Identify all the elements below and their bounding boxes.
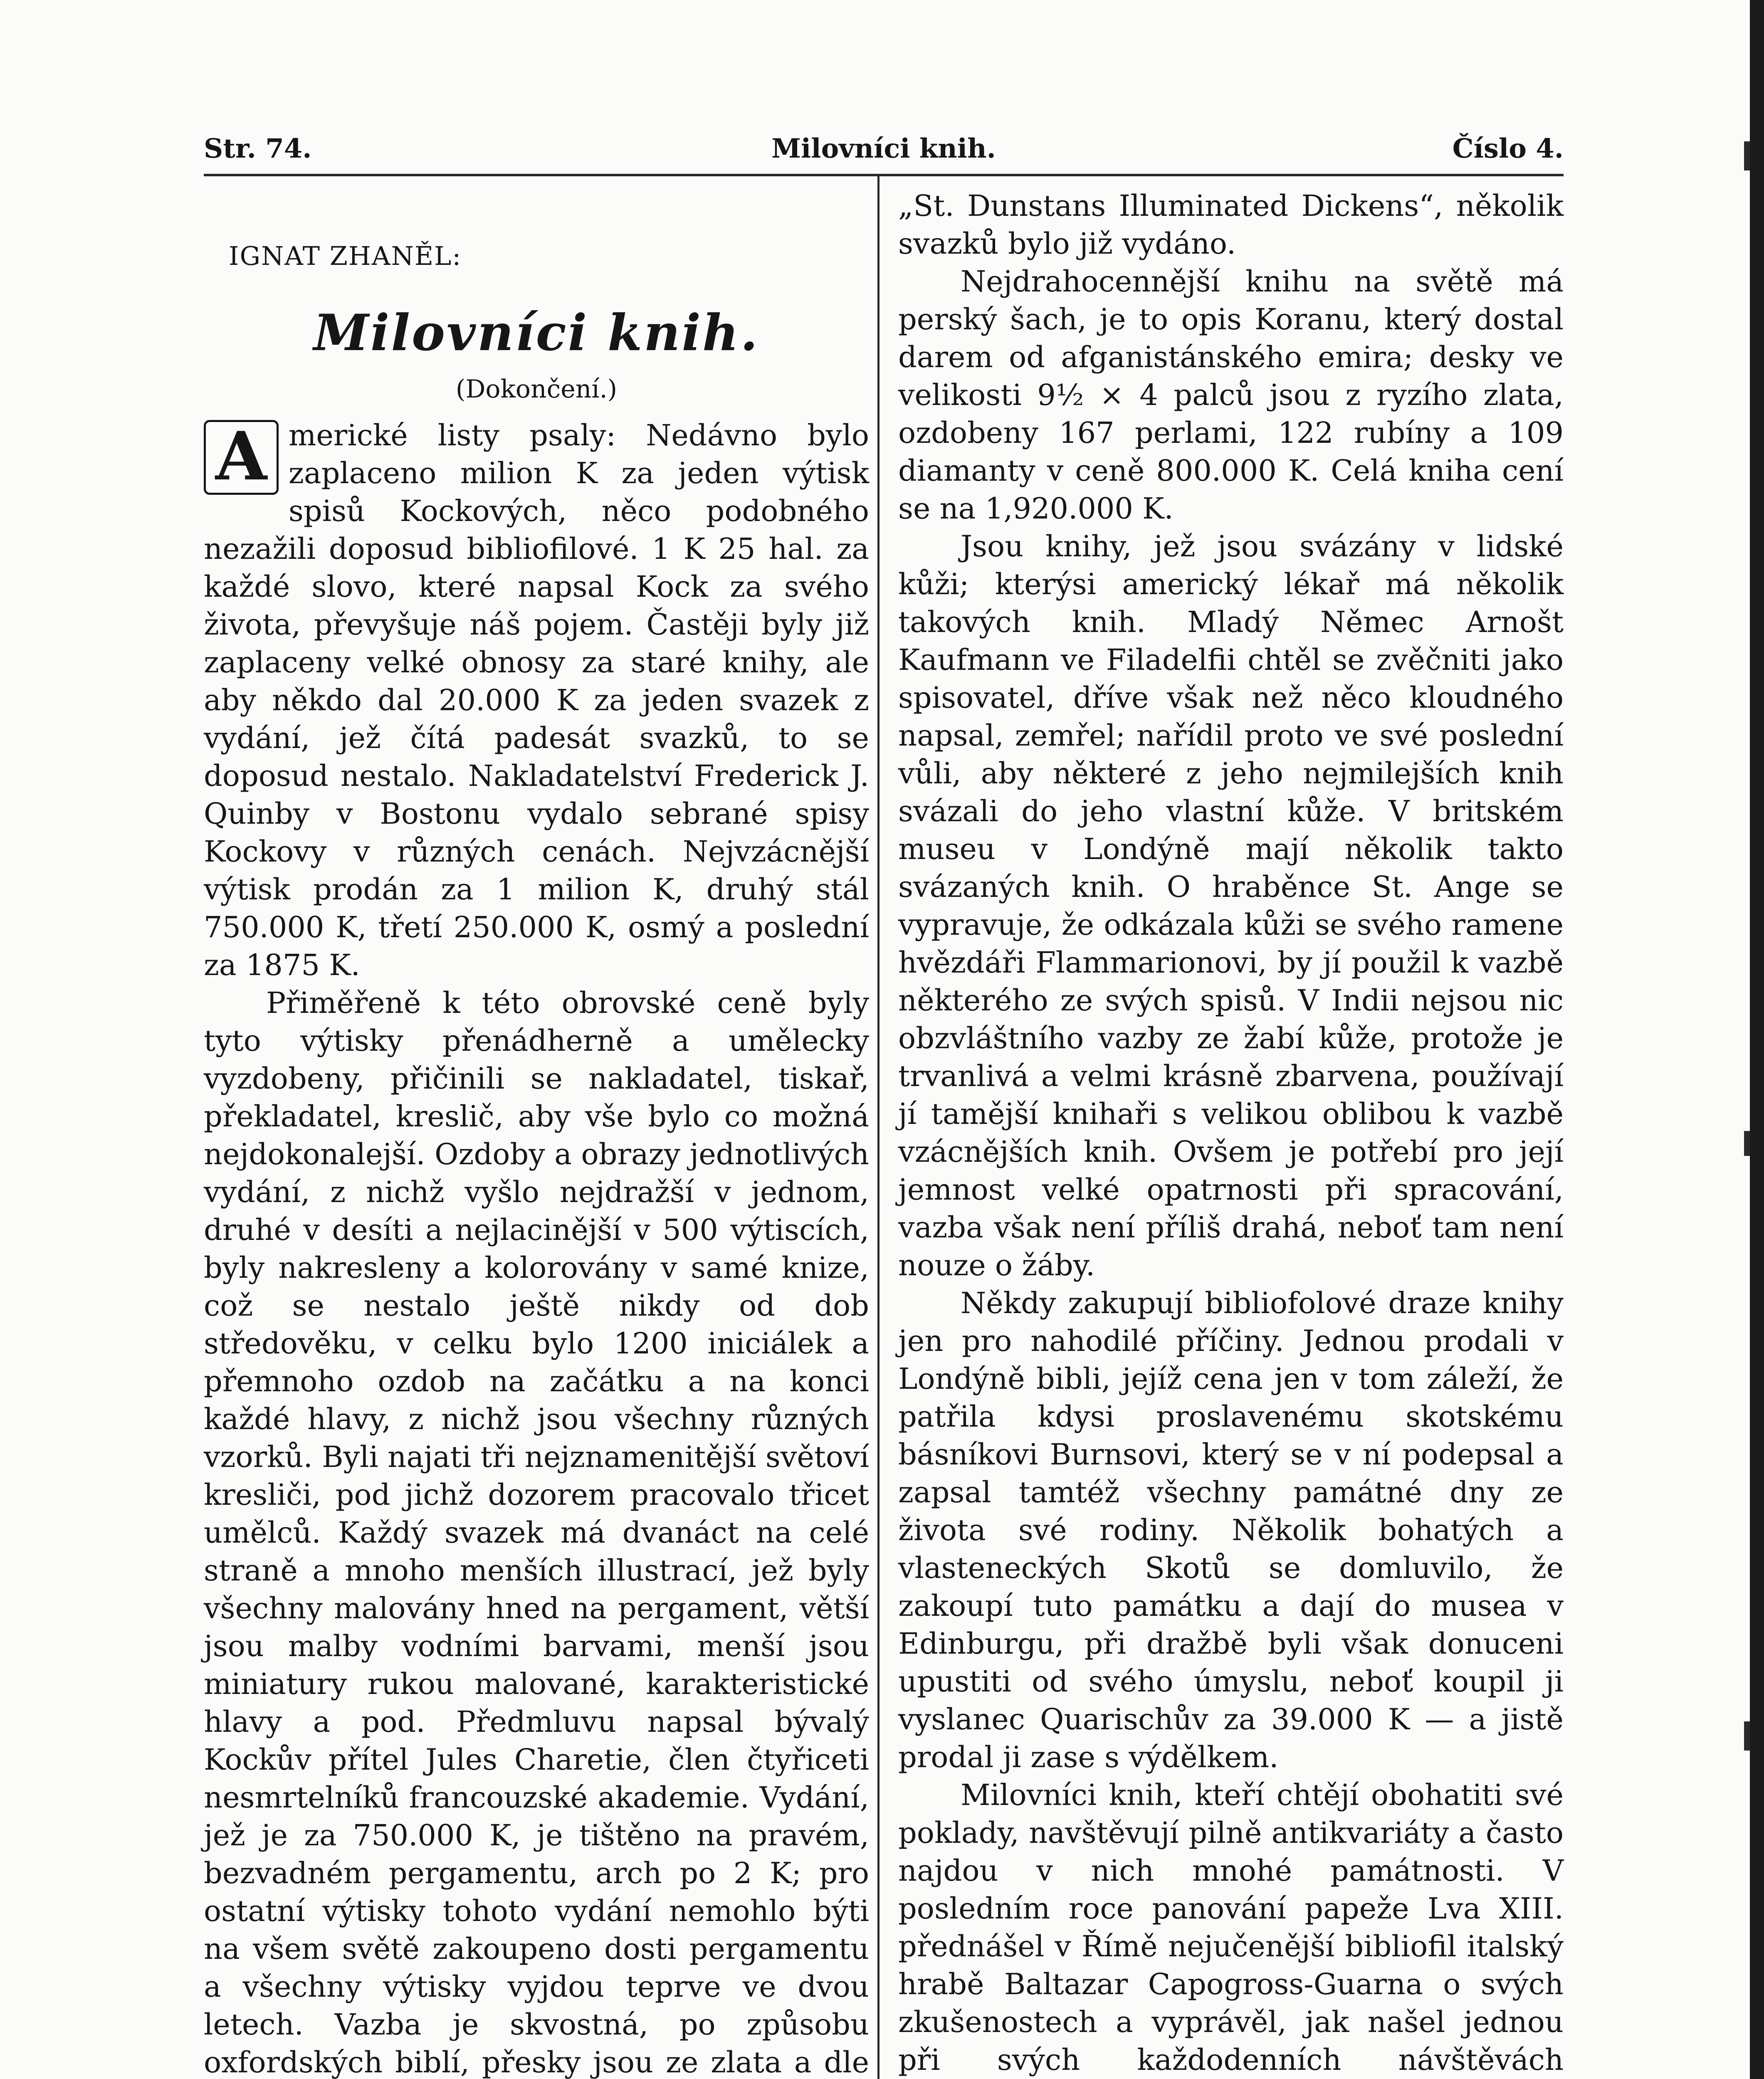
paragraph: Nejdrahocennější knihu na světě má perský šach, je to opis Koranu, který dostal darem od afganistánského emira; desky ve velikosti 9½ × 4 palců jsou z ryzího zlata, ozdobeny 167 perlami, 122 rubíny a 109 diamanty v ceně 800.000 K. Celá kniha cení se na 1,920.000 K.: [898, 264, 1564, 526]
paragraph: Jsou knihy, jež jsou svázány v lidské kůži; kterýsi americký lékař má několik takových knih. Mladý Němec Arnošt Kaufmann ve Filadelfii chtěl se zvěčniti jako spisovatel, dříve však než něco kloudného napsal, zemřel; nařídil proto ve své poslední vůli, aby některé z jeho nejmilejších knih svázali do jeho vlastní kůže. V britském museu v Londýně mají několik takto svázaných knih. O hraběnce St. Ange se vypravuje, že odkázala kůži se svého ramene hvězdáři Flammarionovi, by jí použil k vazbě některého ze svých spisů. V Indii nejsou nic obzvláštního vazby ze žabí kůže, protože je trvanlivá a velmi krásně zbarvena, používají jí tamější knihaři s velikou oblibou k vazbě vzácnějších knih. Ovšem je potřebí pro její jemnost velké opatrnosti při spracování, vazba však není příliš drahá, neboť tam není nouze o žáby.: [898, 529, 1564, 1282]
drop-cap: A: [204, 420, 279, 495]
right-column: [898, 187, 1564, 2079]
scan-edge-mark: [1744, 1131, 1750, 1156]
scan-edge: [1750, 0, 1764, 2079]
paragraph: Přiměřeně k této obrovské ceně byly tyto výtisky přenádherně a umělecky vyzdobeny, přičinili se nakladatel, tiskař, překladatel, kreslič, aby vše bylo co možná nejdokonalejší. Ozdoby a obrazy jednotlivých vydání, z nichž vyšlo nejdražší v jednom, druhé v desíti a nejlacinější v 500 výtiscích, byly nakresleny a kolorovány v samé knize, což se nestalo ještě nikdy od dob středověku, v celku bylo 1200 iniciálek a přemnoho ozdob na začátku a na konci každé hlavy, z nichž jsou všechny různých vzorků. Byli najati tři nejznamenitější světoví kresliči, pod jichž dozorem pracovalo třicet umělců. Každý svazek má dvanáct na celé straně a mnoho menších illustrací, jež byly všechny malovány hned na pergament, větší jsou malby vodními barvami, menší jsou miniatury rukou malované, karakteristické hlavy a pod. Předmluvu napsal bývalý Kockův přítel Jules Charetie, člen čtyřiceti nesmrtelníků francouzské akademie. Vydání, jež je za 750.000 K, je tištěno na pravém, bezvadném pergamentu, arch po 2 K; pro ostatní výtisky tohoto vydání nemohlo býti na všem světě zakoupeno dosti pergamentu a všechny výtisky vyjdou teprve ve dvou letech. Vazba je skvostná, po způsobu oxfordských biblí, přesky jsou ze zlata a dle: [204, 986, 869, 2079]
article-subtitle: (Dokončení.): [455, 375, 618, 404]
scan-edge-mark: [1744, 1721, 1750, 1751]
page-header: [204, 133, 1564, 175]
paragraph: [204, 417, 869, 984]
paragraph: Někdy zakupují bibliofolové draze knihy jen pro nahodilé příčiny. Jednou prodali v Londýně bibli, jejíž cena jen v tom záleží, že patřila kdysi proslavenému skotskému básníkovi Burnsovi, který se v ní podepsal a zapsal tamtéž všechny památné dny ze života své rodiny. Několik bohatých a vlasteneckých Skotů se domluvilo, že zakoupí tuto památku a dají do musea v Edinburgu, při dražbě byli však donuceni upustiti od svého úmyslu, neboť koupil ji vyslanec Quarischův za 39.000 K — a jistě prodal ji zase s výdělkem.: [898, 1286, 1564, 1774]
article-author: IGNAT ZHANĚL:: [229, 241, 462, 271]
paragraph: „St. Dunstans Illuminated Dickens“, několik svazků bylo již vydáno.: [898, 189, 1564, 261]
issue-number: Číslo 4.: [1452, 133, 1564, 164]
column-divider: [877, 176, 880, 2079]
paragraph-text: merické listy psaly: Nedávno bylo zaplaceno milion K za jeden výtisk spisů Kockových, něco podobného nezažili doposud bibliofilové. 1 K 25 hal. za každé slovo, které napsal Kock za svého života, převyšuje náš pojem. Častěji byly již zaplaceny velké obnosy za staré knihy, ale aby někdo dal 20.000 K za jeden svazek z vydání, jež čítá padesát svazků, to se doposud nestalo. Nakladatelství Frederick J. Quinby v Bostonu vydalo sebrané spisy Kockovy v různých cenách. Nejvzácnější výtisk prodán za 1 milion K, druhý stál 750.000 K, třetí 250.000 K, osmý a poslední za 1875 K.: [204, 418, 869, 982]
scan-edge-mark: [1744, 141, 1750, 170]
article-title: Milovníci knih.: [313, 304, 760, 362]
paragraph: Milovníci knih, kteří chtějí obohatiti své poklady, navštěvují pilně antikvariáty a často najdou v nich mnohé památnosti. V posledním roce panování papeže Lva XIII. přednášel v Římě nejučenější bibliofil italský hrabě Baltazar Capogross-Guarna o svých zkušenostech a vyprávěl, jak našel jednou při svých každodenních návštěvách: [898, 1778, 1564, 2077]
page-number: Str. 74.: [204, 133, 312, 164]
header-rule: [204, 174, 1564, 176]
left-column: [204, 187, 869, 2079]
running-title: Milovníci knih.: [771, 133, 996, 164]
